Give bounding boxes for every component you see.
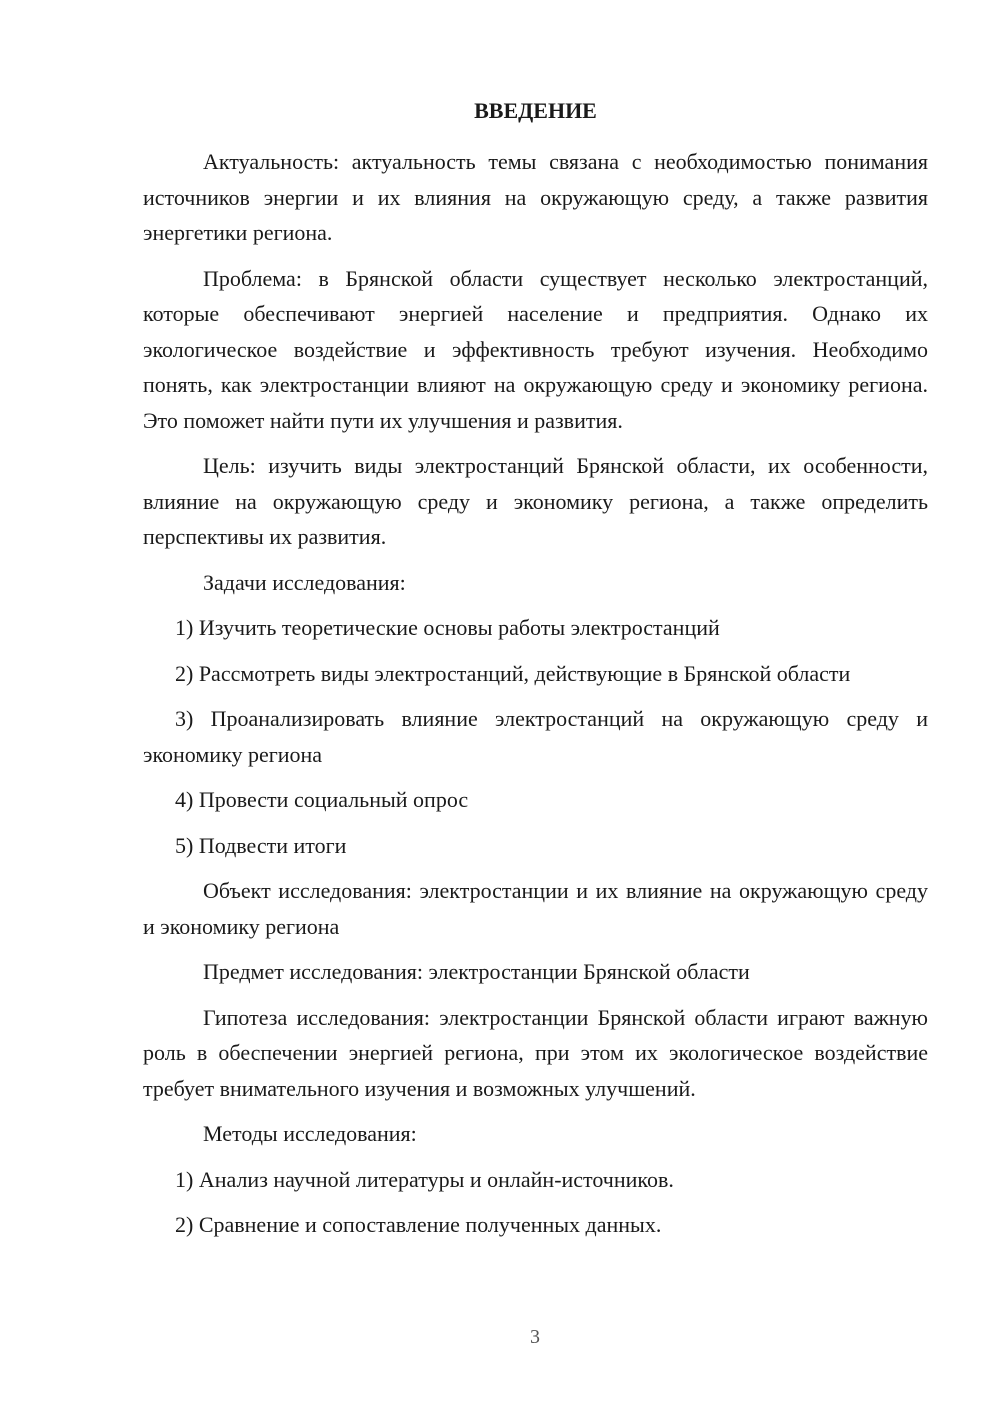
task-item-2: 2) Рассмотреть виды электростанций, действующие в Брянской области [175, 660, 851, 686]
task-item-1: 1) Изучить теоретические основы работы электростанций [175, 615, 720, 640]
page-number: 3 [530, 1326, 540, 1348]
tasks-heading: Задачи исследования: [203, 569, 406, 595]
object-paragraph: Объект исследования: электростанции и их влияние на окружающую среду и экономику региона [143, 878, 928, 939]
problem-paragraph: Проблема: в Брянской области существует несколько электростанций, которые обеспечивают энергией население и предприятия. Однако их экологическое воздействие и эффективность требуют изучения. Необходимо понять, как электростанции влияют на окружающую среду и экономику региона. Это поможет найти пути их улучшения и развития. [143, 265, 928, 433]
task-item-5: 5) Подвести итоги [175, 832, 347, 858]
relevance-paragraph: Актуальность: актуальность темы связана с необходимостью понимания источников энергии и их влияния на окружающую среду, а также развития энергетики региона. [143, 149, 928, 245]
method-item-1: 1) Анализ научной литературы и онлайн-источников. [175, 1166, 674, 1192]
section-title: ВВЕДЕНИЕ [474, 98, 597, 123]
page-content [143, 96, 928, 1253]
methods-heading: Методы исследования: [203, 1121, 417, 1146]
method-item-2: 2) Сравнение и сопоставление полученных данных. [175, 1212, 662, 1237]
goal-paragraph: Цель: изучить виды электростанций Брянской области, их особенности, влияние на окружающую среду и экономику региона, а также определить перспективы их развития. [143, 453, 928, 549]
task-item-4: 4) Провести социальный опрос [175, 787, 469, 812]
subject-paragraph: Предмет исследования: электростанции Брянской области [203, 959, 750, 984]
task-item-3: 3) Проанализировать влияние электростанций на окружающую среду и экономику региона [143, 706, 928, 767]
hypothesis-paragraph: Гипотеза исследования: электростанции Брянской области играют важную роль в обеспечении энергией региона, при этом их экологическое воздействие требует внимательного изучения и возможных улучшений. [143, 1004, 928, 1101]
